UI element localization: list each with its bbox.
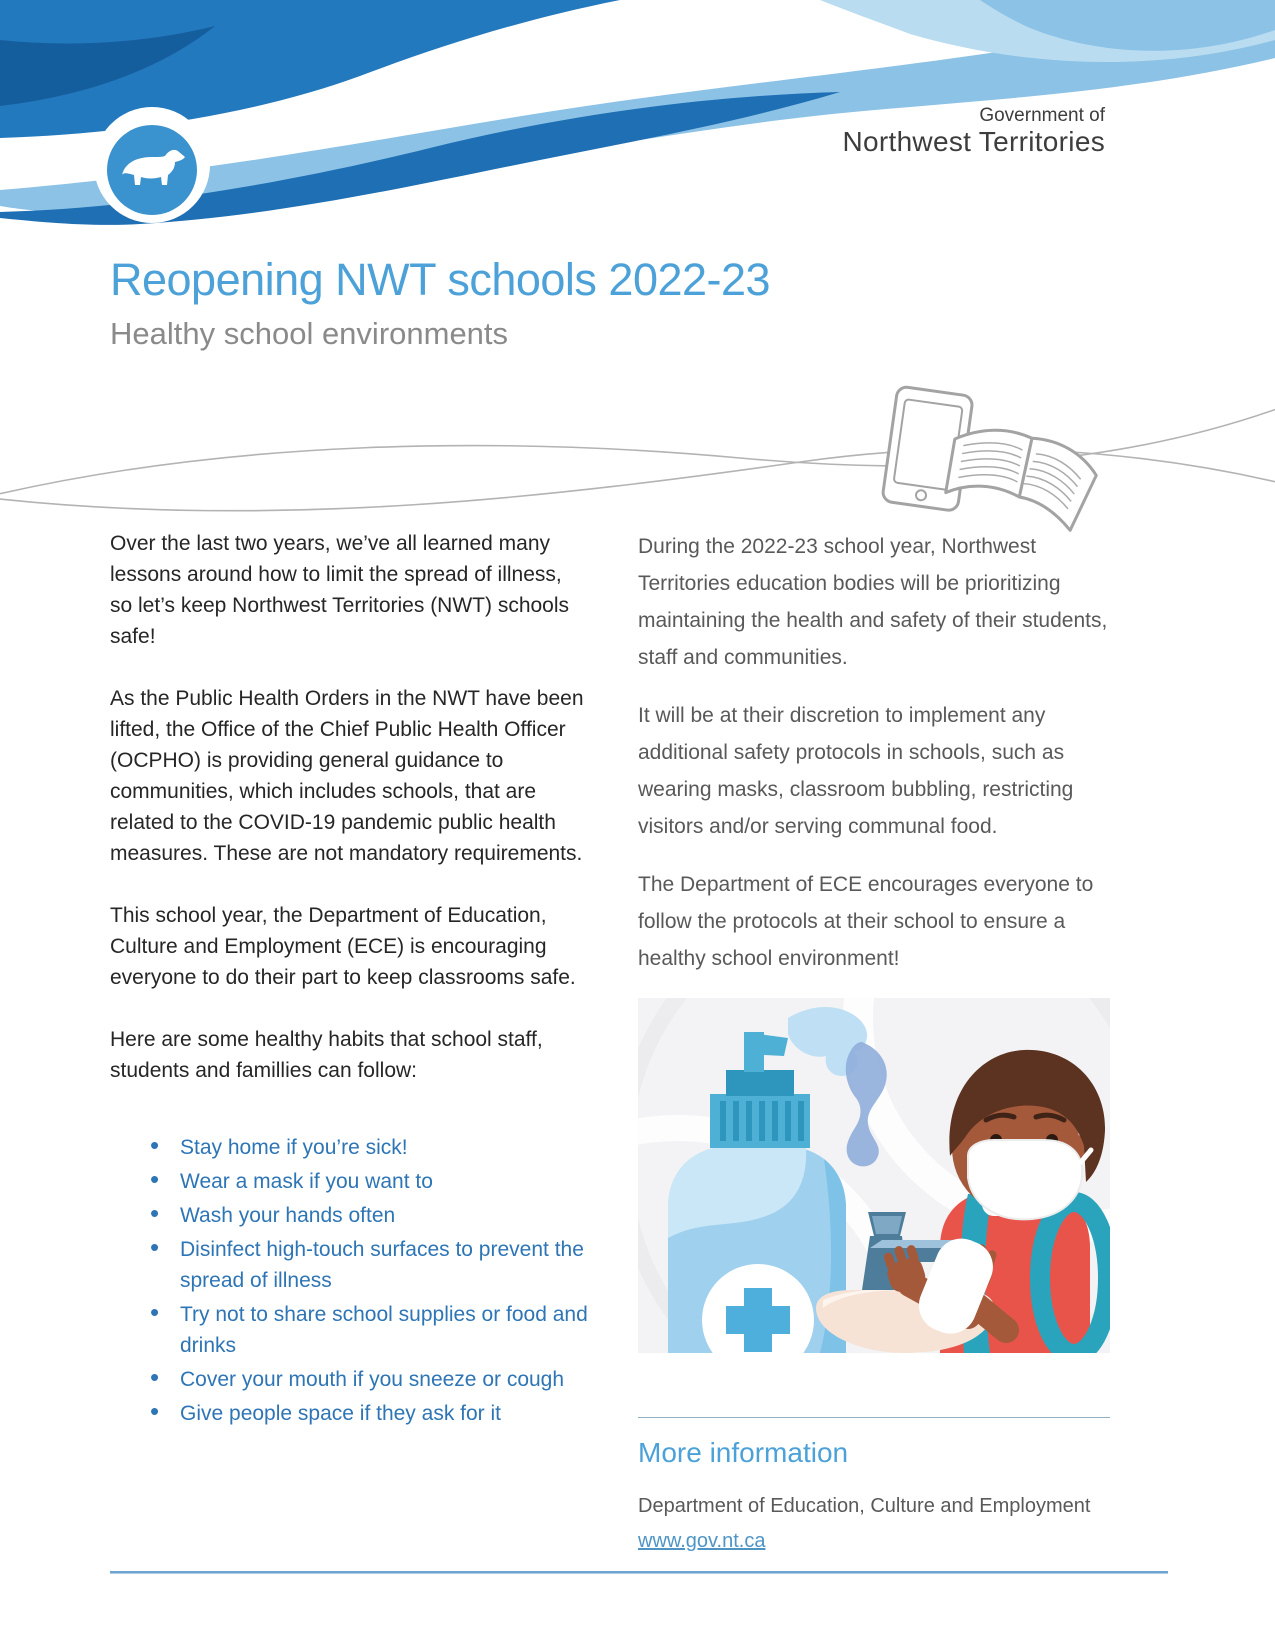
- paragraph: Over the last two years, we’ve all learned many lessons around how to limit the spread of illness, so let’s keep Northwest Territories (NWT) schools safe!: [110, 532, 570, 648]
- habit-item: • Cover your mouth if you sneeze or cough: [180, 1364, 588, 1395]
- wordmark-line2: Northwest Territories: [842, 125, 1105, 157]
- left-column: [110, 528, 588, 1560]
- right-column: [638, 528, 1110, 1560]
- healthy-habits-list: [110, 1132, 588, 1429]
- handwashing-illustration: [638, 998, 1110, 1353]
- habit-item: • Try not to share school supplies or food and drinks: [180, 1299, 588, 1361]
- page-title: Reopening NWT schools 2022-23: [110, 254, 771, 305]
- face-mask: [968, 1140, 1082, 1219]
- gnwt-wordmark: [842, 106, 1105, 158]
- paragraph: This school year, the Department of Education, Culture and Employment (ECE) is encouraging everyone to do their part to keep classrooms safe.: [110, 904, 576, 989]
- habit-item: • Wear a mask if you want to: [180, 1166, 588, 1197]
- more-information-heading: More information: [638, 1437, 849, 1468]
- footer-rule: [110, 1571, 1168, 1574]
- wordmark-line1: Government of: [979, 105, 1105, 126]
- title-block: [110, 254, 770, 352]
- paragraph: The Department of ECE encourages everyone to follow the protocols at their school to ensure a healthy school environment!: [638, 873, 1094, 970]
- paragraph: During the 2022-23 school year, Northwest Territories education bodies will be prioritizing maintaining the health and safety of their students, staff and communities.: [638, 535, 1108, 669]
- polar-bear-logo: [94, 107, 210, 223]
- page-subtitle: Healthy school environments: [110, 316, 509, 351]
- paragraph: As the Public Health Orders in the NWT have been lifted, the Office of the Chief Public Health Officer (OCPHO) is providing general guidance to communities, which includes schools, that are related to the COVID-19 pandemic public health measures. These are not mandatory requirements.: [110, 687, 584, 865]
- paragraph: Here are some healthy habits that school staff, students and famillies can follow:: [110, 1028, 543, 1082]
- habit-item: • Disinfect high-touch surfaces to prevent the spread of illness: [180, 1234, 588, 1296]
- content-columns: [110, 528, 1110, 1560]
- more-information-section: [638, 1417, 1110, 1560]
- department-name: Department of Education, Culture and Employment: [638, 1495, 1091, 1517]
- website-link[interactable]: www.gov.nt.ca: [638, 1530, 766, 1552]
- habit-item: • Stay home if you’re sick!: [180, 1132, 588, 1163]
- habit-item: • Wash your hands often: [180, 1200, 588, 1231]
- habit-item: • Give people space if they ask for it: [180, 1398, 588, 1429]
- divider-illustration: [0, 378, 1275, 538]
- paragraph: It will be at their discretion to implement any additional safety protocols in schools, such as wearing masks, classroom bubbling, restricting visitors and/or serving communal food.: [638, 704, 1074, 838]
